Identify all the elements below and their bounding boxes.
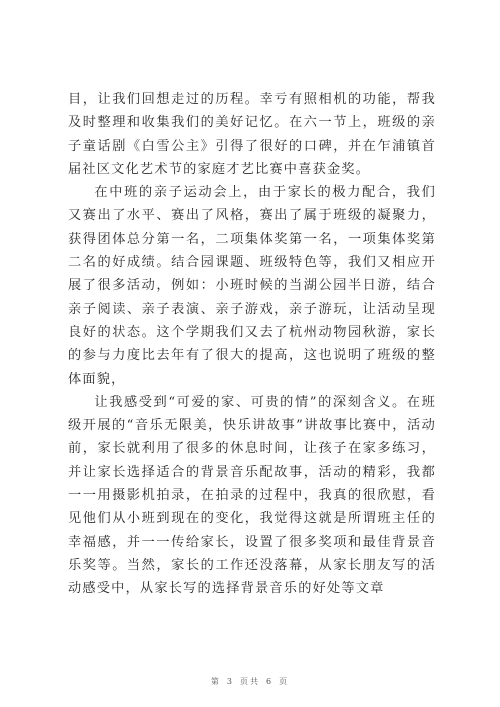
body-text [68, 88, 436, 601]
footer-total-pages: 6 [266, 677, 274, 686]
footer-suffix: 页 [279, 677, 290, 686]
footer-current-page: 3 [226, 677, 234, 686]
paragraph-1: 目，让我们回想走过的历程。幸亏有照相机的功能，帮我及时整理和收集我们的美好记忆。在六一节上，班级的亲子童话剧《白雪公主》引得了很好的口碑，并在乍浦镇首届社区文化艺术节的家庭才艺比赛中喜获金奖。 [68, 92, 436, 177]
paragraph-3: 让我感受到“可爱的家、可贵的情”的深刻含义。在班级开展的“音乐无限美，快乐讲故事”讲故事比赛中，活动前，家长就利用了很多的休息时间，让孩子在家多练习，并让家长选择适合的背景音乐配故事，活动的精彩，我都一一用摄影机拍录，在拍录的过程中，我真的很欣慰，看见他们从小班到现在的变化，我觉得这就是所谓班主任的幸福感，并一一传给家长，设置了很多奖项和最佳背景音乐奖等。当然，家长的工作还没落幕，从家长朋友写的活动感受中，从家长写的选择背景音乐的好处等文章 [68, 394, 436, 597]
footer-middle: 页共 [240, 677, 260, 686]
paragraph-2: 在中班的亲子运动会上，由于家长的极力配合，我们又赛出了水平、赛出了风格，赛出了属于班级的凝聚力，获得团体总分第一名，二项集体奖第一名，一项集体奖第二名的好成绩。结合园课题、班级特色等，我们又相应开展了很多活动，例如：小班时候的当湖公园半日游，结合亲子阅读、亲子表演、亲子游戏，亲子游玩，让活动呈现良好的状态。这个学期我们又去了杭州动物园秋游，家长的参与力度比去年有了很大的提高，这也说明了班级的整体面貌， [68, 185, 436, 387]
page-footer [0, 676, 500, 687]
footer-prefix: 第 [210, 677, 221, 686]
